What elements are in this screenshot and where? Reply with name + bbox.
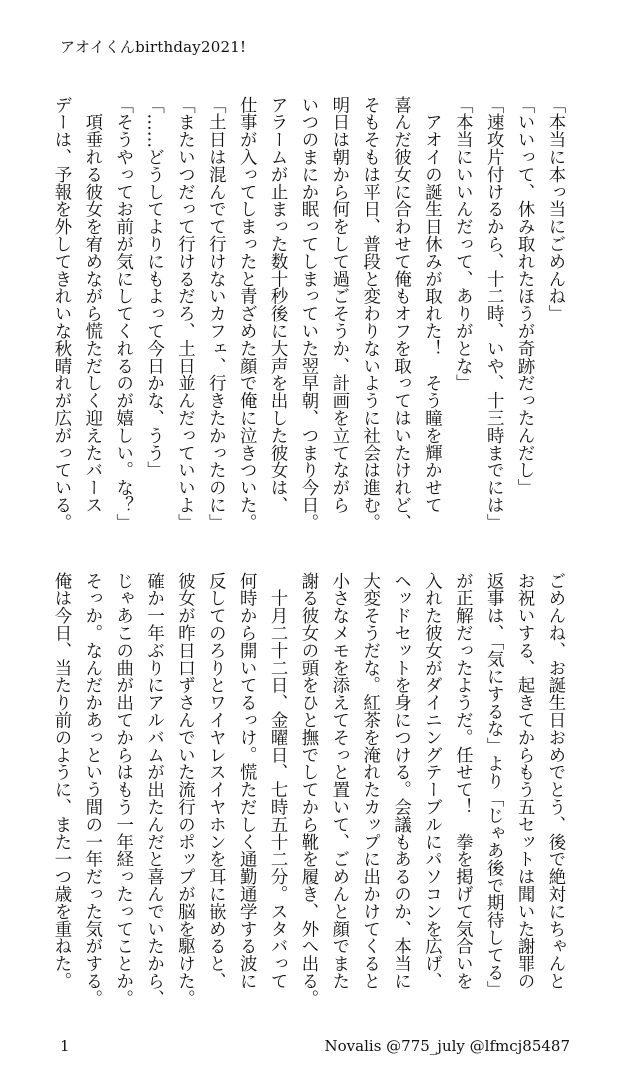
text-column: 「本当にいいんだって、ありがとな」 xyxy=(452,96,473,392)
text-column: 俺は今日、当たり前のように、また一つ歳を重ねた。 xyxy=(51,572,71,990)
text-block-top xyxy=(48,96,568,532)
text-column: 謝る彼女の頭をひと撫でしてから靴を履き、外へ出る。 xyxy=(298,572,318,1007)
text-column: 入れた彼女がダイニングテーブルにパソコンを広げ、 xyxy=(421,572,442,990)
text-column: お祝いする、起きてからもう五セットは聞いた謝罪の xyxy=(514,572,535,990)
text-column: 「……どうしてよりにもよって今日かな、うう」 xyxy=(143,96,164,479)
text-column: 大変そうだな。紅茶を淹れたカップに出かけてくると xyxy=(359,572,380,990)
text-column: ヘッドセットを身につける。会議もあるのか、本当に xyxy=(390,572,411,990)
text-column: 返事は、「気にするな」より「じゃあ後で期待してる」 xyxy=(483,572,504,999)
text-column: 「またいつだって行けるだろ、土日並んだっていいよ」 xyxy=(174,96,195,531)
text-block-bottom xyxy=(48,572,568,1008)
text-column: アラームが止まった数十秒後に大声を出した彼女は、 xyxy=(267,96,288,514)
text-column: 彼女が昨日口ずさんでいた流行のポップが脳を駆けた。 xyxy=(174,572,195,1007)
text-column: 「土日は混んでて行けないカフェ、行きたかったのに」 xyxy=(205,96,226,531)
text-column: 明日は朝から何をして過ごそうか、計画を立てながら xyxy=(328,96,349,514)
page-header-title: アオイくんbirthday2021! xyxy=(60,38,247,56)
text-column: 何時から開いてるっけ。慌ただしく通勤通学する波に xyxy=(236,572,257,990)
text-column: 「本当に本っ当にごめんね」 xyxy=(545,96,565,323)
text-column: 十月二十二日、金曜日、七時五十二分。スタバって xyxy=(267,572,288,990)
author-credit: Novalis @775_july @lfmcj85487 xyxy=(324,1037,570,1055)
text-column: 反してのろりとワイヤレスイヤホンを耳に嵌めると、 xyxy=(205,572,226,990)
text-column: 「そうやってお前が気にしてくれるのが嬉しい。な？」 xyxy=(112,96,133,531)
text-column: 仕事が入ってしまったと青ざめた顔で俺に泣きついた。 xyxy=(236,96,257,531)
text-column: いつのまにか眠ってしまっていた翌早朝、つまり今日。 xyxy=(298,96,318,531)
text-column: 確か一年ぶりにアルバムが出たんだと喜んでいたから、 xyxy=(143,572,164,1007)
text-column: デーは、予報を外してきれいな秋晴れが広がっている。 xyxy=(51,96,71,531)
text-column: 「いいって、休み取れたほうが奇跡だったんだし」 xyxy=(514,96,535,497)
text-column: ごめんね、お誕生日おめでとう、後で絶対にちゃんと xyxy=(545,572,565,990)
text-column: が正解だったようだ。任せて！ 拳を掲げて気合いを xyxy=(452,572,473,990)
text-column: 「速攻片付けるから、十二時、いや、十三時までには」 xyxy=(483,96,504,531)
text-column: 喜んだ彼女に合わせて俺もオフを取ってはいたけれど、 xyxy=(390,96,411,531)
page-number: 1 xyxy=(60,1037,70,1055)
text-column: 項垂れる彼女を宥めながら慌ただしく迎えたバース xyxy=(81,96,102,514)
text-column: そっか。なんだかあっという間の一年だった気がする。 xyxy=(81,572,102,1007)
text-column: そもそもは平日、普段と変わりないように社会は進む。 xyxy=(359,96,380,531)
text-column: 小さなメモを添えてそっと置いて、ごめんと顔でまた xyxy=(328,572,349,990)
text-column: アオイの誕生日休みが取れた！ そう瞳を輝かせて xyxy=(421,96,442,514)
text-column: じゃあこの曲が出てからはもう一年経ったってことか。 xyxy=(112,572,133,1007)
